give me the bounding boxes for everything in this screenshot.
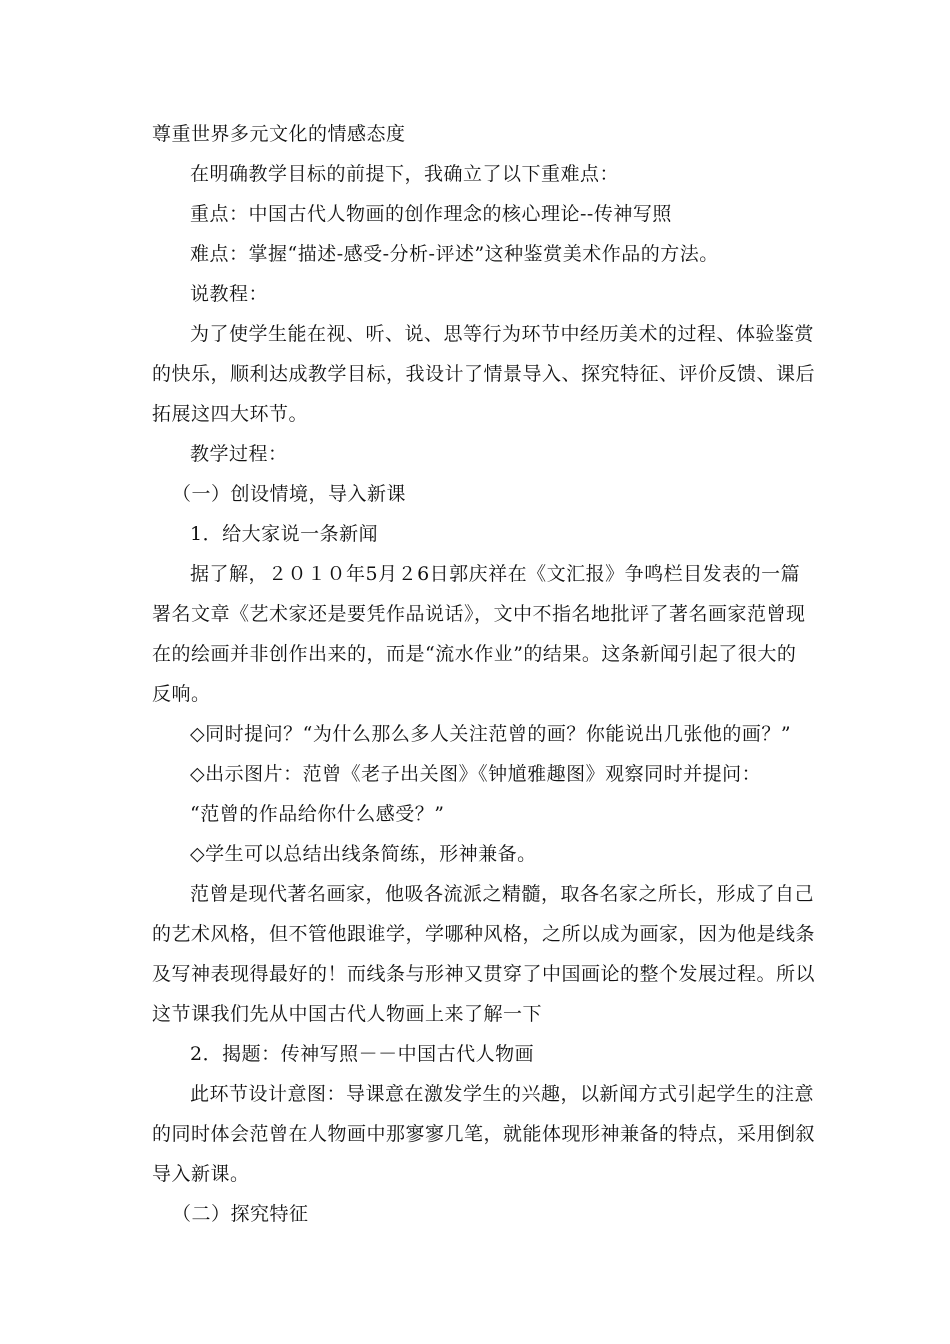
text-line: 拓展这四大环节。 [152, 403, 309, 425]
text-line: 及写神表现得最好的！而线条与形神又贯穿了中国画论的整个发展过程。所以 [152, 963, 816, 985]
text-line: 重点：中国古代人物画的创作理念的核心理论--传神写照 [190, 203, 672, 225]
text-line: 的快乐，顺利达成教学目标，我设计了情景导入、探究特征、评价反馈、课后 [152, 363, 816, 385]
subsection-heading: （二）探究特征 [172, 1203, 309, 1225]
bullet-item: ◇学生可以总结出线条简练，形神兼备。 [190, 843, 537, 865]
text-line: 反响。 [152, 683, 211, 705]
section-heading: 说教程： [190, 283, 269, 305]
numbered-item: 2．揭题：传神写照－－中国古代人物画 [190, 1043, 535, 1065]
section-heading: 教学过程： [190, 443, 288, 465]
text-line: 难点：掌握“描述-感受-分析-评述”这种鉴赏美术作品的方法。 [190, 243, 719, 265]
text-line: 在的绘画并非创作出来的，而是“流水作业”的结果。这条新闻引起了很大的 [152, 643, 797, 665]
bullet-item: ◇同时提问？“为什么那么多人关注范曾的画？你能说出几张他的画？” [190, 723, 792, 745]
text-line: 据了解，２０１０年5月２6日郭庆祥在《文汇报》争鸣栏目发表的一篇 [190, 563, 801, 585]
text-line: 在明确教学目标的前提下，我确立了以下重难点： [190, 163, 620, 185]
text-line: 尊重世界多元文化的情感态度 [152, 123, 406, 145]
text-line: 这节课我们先从中国古代人物画上来了解一下 [152, 1003, 543, 1025]
text-line: 的艺术风格，但不管他跟谁学，学哪种风格，之所以成为画家，因为他是线条 [152, 923, 816, 945]
bullet-item: ◇出示图片：范曾《老子出关图》《钟馗雅趣图》观察同时并提问： [190, 763, 762, 785]
text-line: 署名文章《艺术家还是要凭作品说话》，文中不指名地批评了著名画家范曾现 [152, 603, 806, 625]
text-line: 此环节设计意图：导课意在激发学生的兴趣，以新闻方式引起学生的注意 [190, 1083, 815, 1105]
text-line: 的同时体会范曾在人物画中那寥寥几笔，就能体现形神兼备的特点，采用倒叙 [152, 1123, 816, 1145]
text-line: 导入新课。 [152, 1163, 250, 1185]
quote-line: “范曾的作品给你什么感受？” [190, 803, 445, 825]
numbered-item: 1．给大家说一条新闻 [190, 523, 379, 545]
text-line: 为了使学生能在视、听、说、思等行为环节中经历美术的过程、体验鉴赏 [190, 323, 815, 345]
subsection-heading: （一）创设情境，导入新课 [172, 483, 407, 505]
text-line: 范曾是现代著名画家，他吸各流派之精髓，取各名家之所长，形成了自己 [190, 883, 815, 905]
